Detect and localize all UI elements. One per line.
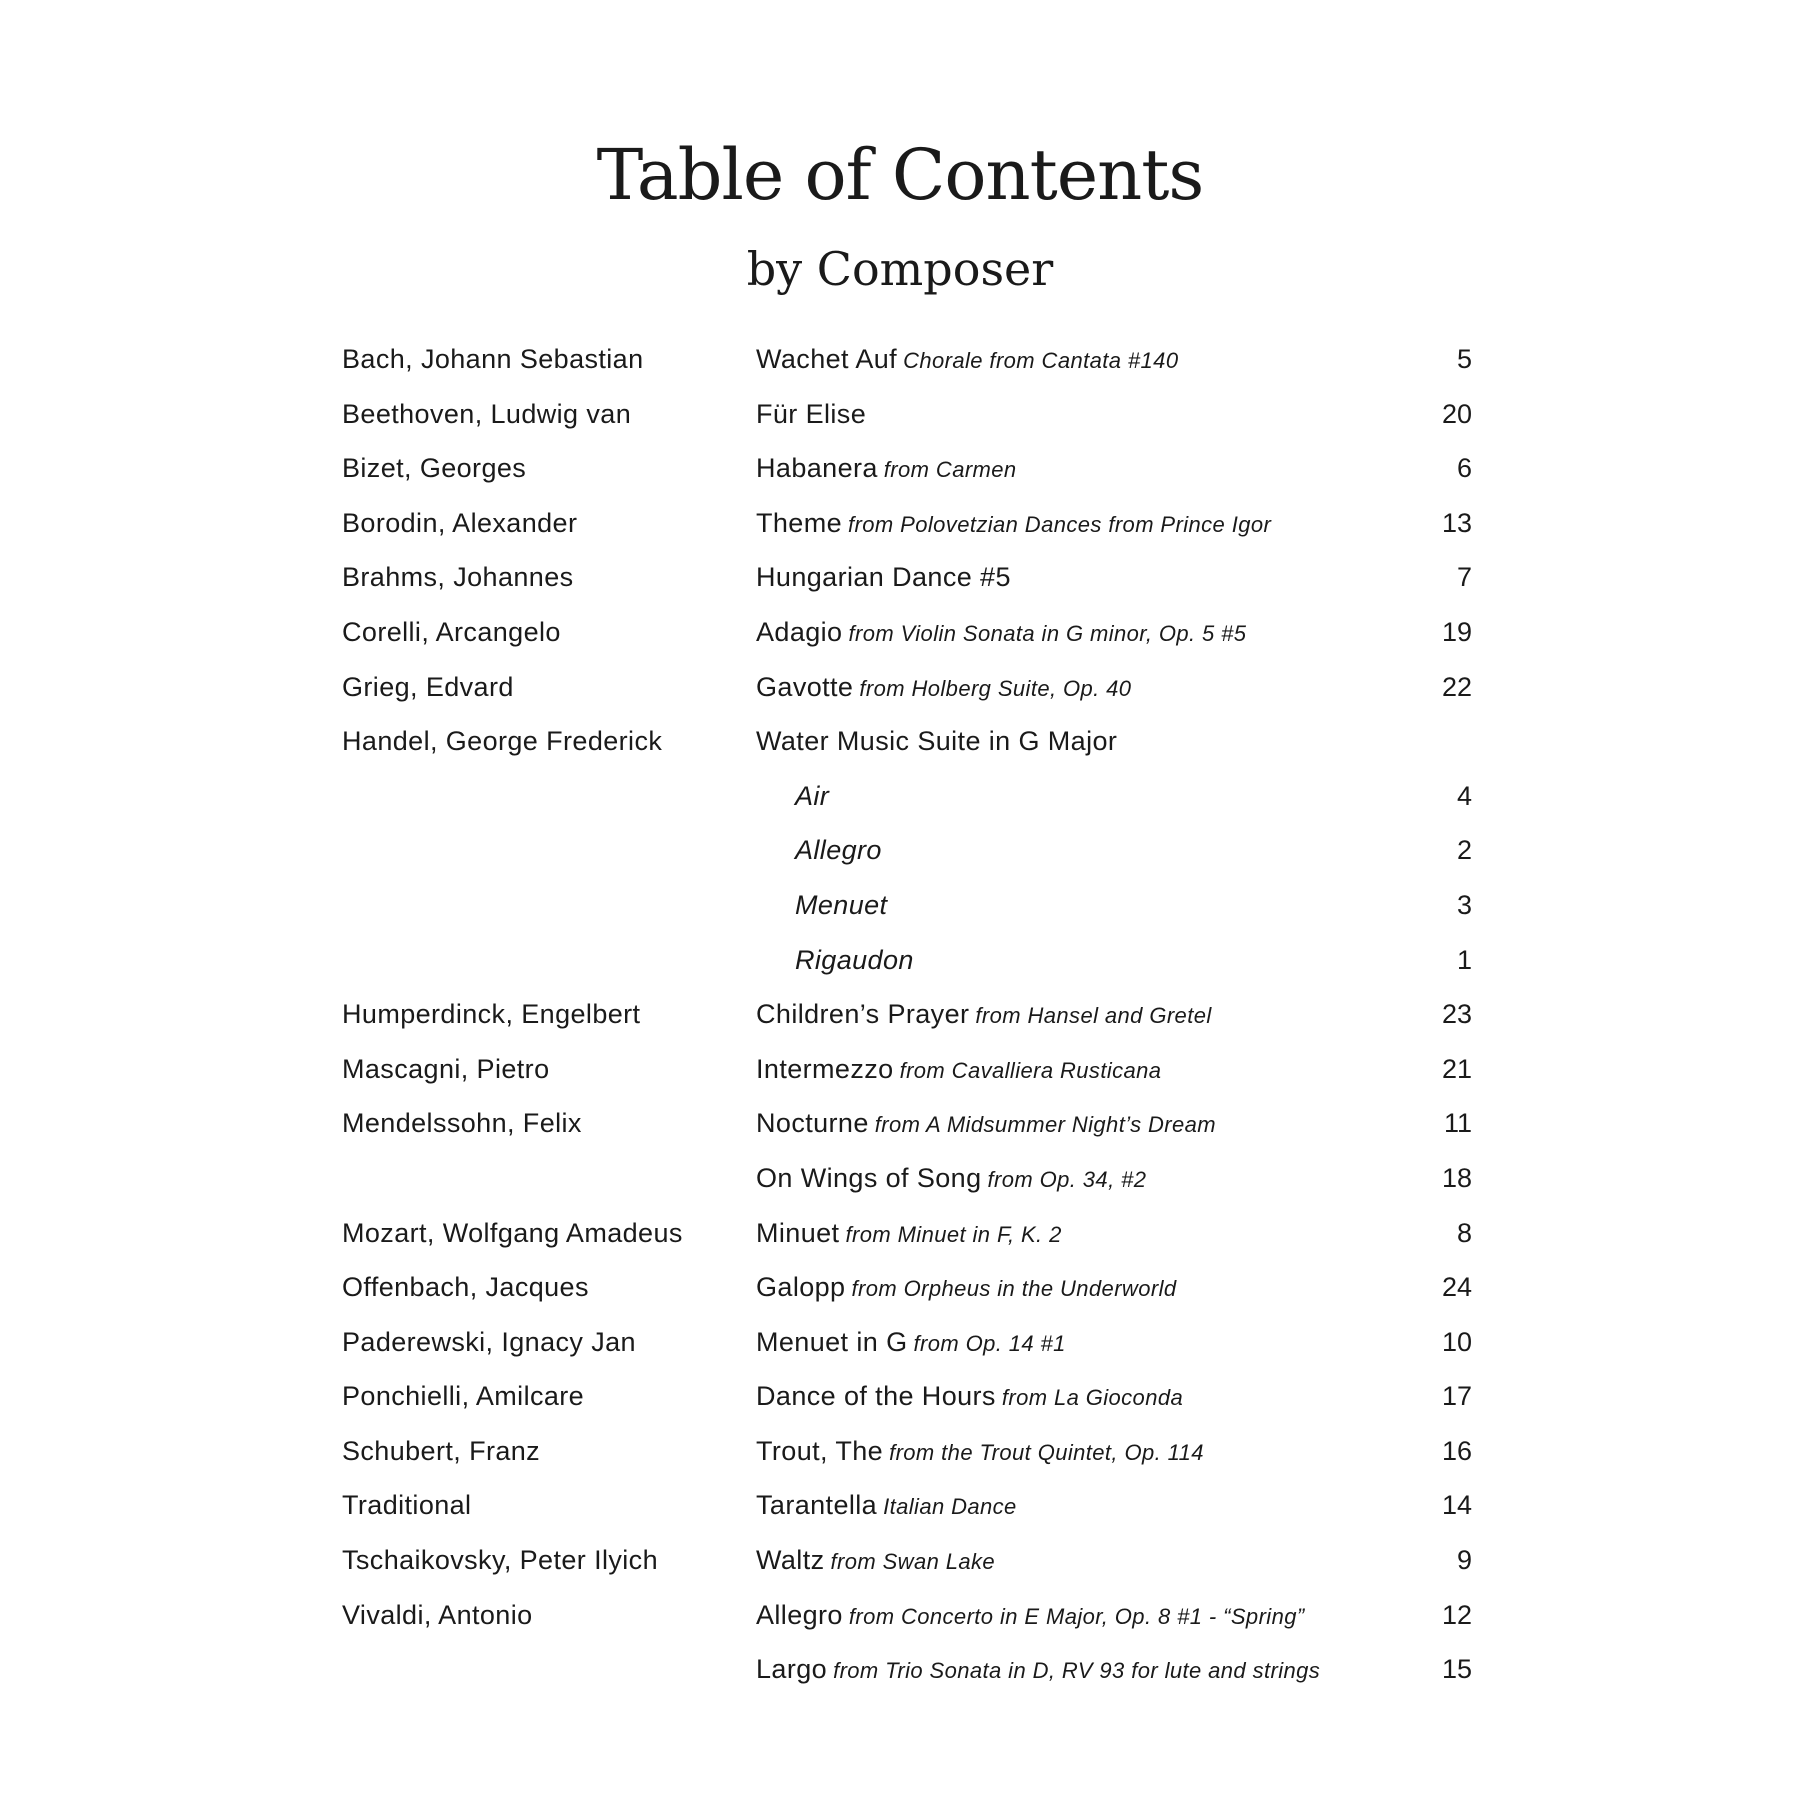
work bbox=[756, 453, 1017, 484]
toc-row bbox=[342, 399, 1472, 454]
composer-name: Grieg, Edvard bbox=[342, 671, 514, 702]
page-number: 2 bbox=[1456, 835, 1472, 866]
work-note: from Carmen bbox=[883, 457, 1017, 483]
page-number: 6 bbox=[1456, 453, 1472, 484]
work-note: from Hansel and Gretel bbox=[975, 1003, 1212, 1029]
work bbox=[795, 945, 920, 976]
toc-row bbox=[342, 1490, 1472, 1545]
work-title: Menuet in G bbox=[756, 1326, 908, 1357]
work bbox=[756, 1654, 1320, 1685]
work bbox=[756, 1490, 1017, 1521]
work-title: Minuet bbox=[756, 1217, 840, 1248]
toc-row bbox=[342, 1163, 1472, 1218]
work-note: from Holberg Suite, Op. 40 bbox=[859, 675, 1132, 701]
work-title: Air bbox=[795, 780, 830, 811]
composer-name: Schubert, Franz bbox=[342, 1435, 541, 1466]
work bbox=[756, 399, 872, 430]
toc-row bbox=[342, 1600, 1472, 1655]
page-number: 3 bbox=[1456, 889, 1472, 920]
page-number: 5 bbox=[1456, 344, 1472, 374]
work-note: from Op. 14 #1 bbox=[913, 1330, 1066, 1356]
work-note: from Cavalliera Rusticana bbox=[899, 1057, 1162, 1083]
page-number: 12 bbox=[1441, 1599, 1472, 1630]
work-note: from La Gioconda bbox=[1001, 1385, 1184, 1411]
page-number: 18 bbox=[1441, 1162, 1472, 1193]
page-subtitle: by Composer bbox=[746, 242, 1054, 296]
page-number: 23 bbox=[1441, 999, 1472, 1030]
toc-row bbox=[342, 999, 1472, 1054]
work bbox=[756, 999, 1212, 1030]
composer-name: Humperdinck, Engelbert bbox=[342, 999, 641, 1030]
work bbox=[756, 726, 1123, 757]
work bbox=[756, 1600, 1305, 1631]
work bbox=[756, 1272, 1177, 1303]
work-title: Gavotte bbox=[756, 671, 854, 702]
composer-name: Mendelssohn, Felix bbox=[342, 1108, 582, 1139]
composer-name: Mascagni, Pietro bbox=[342, 1053, 550, 1084]
composer-name: Bizet, Georges bbox=[342, 453, 527, 484]
work-note: from Swan Lake bbox=[830, 1549, 996, 1575]
page-number: 7 bbox=[1456, 562, 1472, 593]
composer-name: Vivaldi, Antonio bbox=[342, 1599, 533, 1630]
work-title: Allegro bbox=[795, 835, 882, 866]
toc-row bbox=[342, 1436, 1472, 1491]
work-title: Children’s Prayer bbox=[756, 999, 970, 1030]
page-number: 24 bbox=[1441, 1272, 1472, 1303]
work bbox=[795, 781, 835, 812]
toc-row bbox=[342, 617, 1472, 672]
work bbox=[756, 1436, 1204, 1467]
work bbox=[756, 617, 1246, 648]
work-note: from the Trout Quintet, Op. 114 bbox=[889, 1439, 1204, 1465]
work bbox=[756, 1218, 1062, 1249]
page-number: 22 bbox=[1441, 671, 1472, 702]
work-title: Menuet bbox=[795, 889, 888, 920]
work-title: Tarantella bbox=[756, 1490, 878, 1521]
toc-row bbox=[342, 1218, 1472, 1273]
page-number: 9 bbox=[1456, 1545, 1472, 1576]
work-title: Rigaudon bbox=[795, 944, 914, 975]
toc-row bbox=[342, 726, 1472, 781]
composer-name: Paderewski, Ignacy Jan bbox=[342, 1326, 636, 1357]
work-title: Galopp bbox=[756, 1272, 846, 1303]
page-number: 8 bbox=[1456, 1217, 1472, 1248]
toc-row bbox=[342, 781, 1472, 836]
composer-name: Brahms, Johannes bbox=[342, 562, 574, 593]
work bbox=[795, 835, 888, 866]
work bbox=[756, 1108, 1216, 1139]
composer-name: Handel, George Frederick bbox=[342, 726, 663, 757]
work-note: from Concerto in E Major, Op. 8 #1 - “Spring” bbox=[848, 1603, 1305, 1629]
table-of-contents bbox=[342, 344, 1472, 1709]
work-title: Adagio bbox=[756, 616, 843, 647]
work-note: Italian Dance bbox=[883, 1494, 1017, 1520]
toc-row bbox=[342, 1272, 1472, 1327]
work bbox=[756, 672, 1131, 703]
toc-row bbox=[342, 1545, 1472, 1600]
toc-row bbox=[342, 562, 1472, 617]
page-number: 19 bbox=[1441, 616, 1472, 647]
work bbox=[756, 1381, 1183, 1412]
toc-row bbox=[342, 835, 1472, 890]
work-title: Trout, The bbox=[756, 1435, 884, 1466]
work-title: Habanera bbox=[756, 453, 878, 484]
work bbox=[756, 1054, 1161, 1085]
page-number: 17 bbox=[1441, 1381, 1472, 1412]
work bbox=[756, 1327, 1066, 1358]
toc-row bbox=[342, 672, 1472, 727]
work-title: Allegro bbox=[756, 1599, 843, 1630]
toc-row bbox=[342, 344, 1472, 399]
composer-name: Traditional bbox=[342, 1490, 472, 1521]
composer-name: Mozart, Wolfgang Amadeus bbox=[342, 1217, 683, 1248]
work-title: Largo bbox=[756, 1654, 828, 1685]
work-title: Waltz bbox=[756, 1545, 825, 1576]
composer-name: Beethoven, Ludwig van bbox=[342, 398, 632, 429]
work-note: Chorale from Cantata #140 bbox=[903, 348, 1179, 373]
page-number: 11 bbox=[1443, 1108, 1472, 1139]
page-number: 1 bbox=[1456, 944, 1472, 975]
work-note: from Polovetzian Dances from Prince Igor bbox=[848, 511, 1272, 537]
composer-name: Borodin, Alexander bbox=[342, 507, 578, 538]
page-number: 13 bbox=[1441, 507, 1472, 538]
composer-name: Tschaikovsky, Peter Ilyich bbox=[342, 1545, 658, 1576]
work bbox=[795, 890, 893, 921]
work-note: from Minuet in F, K. 2 bbox=[845, 1221, 1062, 1247]
composer-name: Offenbach, Jacques bbox=[342, 1272, 589, 1303]
work-title: Hungarian Dance #5 bbox=[756, 562, 1011, 593]
toc-row bbox=[342, 1054, 1472, 1109]
work-note: from Violin Sonata in G minor, Op. 5 #5 bbox=[848, 620, 1247, 646]
work-note: from A Midsummer Night’s Dream bbox=[874, 1112, 1217, 1138]
work-title: Theme bbox=[756, 507, 843, 538]
work-title: Nocturne bbox=[756, 1108, 869, 1139]
work bbox=[756, 562, 1017, 593]
work bbox=[756, 1545, 995, 1576]
work-note: from Op. 34, #2 bbox=[987, 1166, 1147, 1192]
page-title: Table of Contents bbox=[596, 134, 1204, 216]
page-number: 10 bbox=[1441, 1326, 1472, 1357]
work-note: from Trio Sonata in D, RV 93 for lute and strings bbox=[833, 1658, 1321, 1684]
page-number: 16 bbox=[1441, 1435, 1472, 1466]
toc-row bbox=[342, 508, 1472, 563]
work bbox=[756, 1163, 1146, 1194]
page-number: 21 bbox=[1441, 1053, 1472, 1084]
work-title: Wachet Auf bbox=[756, 344, 898, 374]
page-number: 4 bbox=[1456, 780, 1472, 811]
page-number: 15 bbox=[1441, 1654, 1472, 1685]
work-note: from Orpheus in the Underworld bbox=[851, 1276, 1177, 1302]
toc-row bbox=[342, 1108, 1472, 1163]
work-title: Für Elise bbox=[756, 398, 867, 429]
work-title: Water Music Suite in G Major bbox=[756, 726, 1118, 757]
toc-row bbox=[342, 1654, 1472, 1709]
work-title: Dance of the Hours bbox=[756, 1381, 996, 1412]
work-title: On Wings of Song bbox=[756, 1162, 982, 1193]
page-number: 14 bbox=[1441, 1490, 1472, 1521]
composer-name: Bach, Johann Sebastian bbox=[342, 344, 644, 374]
composer-name: Ponchielli, Amilcare bbox=[342, 1381, 585, 1412]
toc-row bbox=[342, 890, 1472, 945]
toc-row bbox=[342, 1327, 1472, 1382]
work bbox=[756, 508, 1271, 539]
toc-row bbox=[342, 1381, 1472, 1436]
work bbox=[756, 344, 1178, 375]
page-number: 20 bbox=[1441, 398, 1472, 429]
composer-name: Corelli, Arcangelo bbox=[342, 616, 561, 647]
toc-row bbox=[342, 945, 1472, 1000]
work-title: Intermezzo bbox=[756, 1053, 894, 1084]
toc-row bbox=[342, 453, 1472, 508]
